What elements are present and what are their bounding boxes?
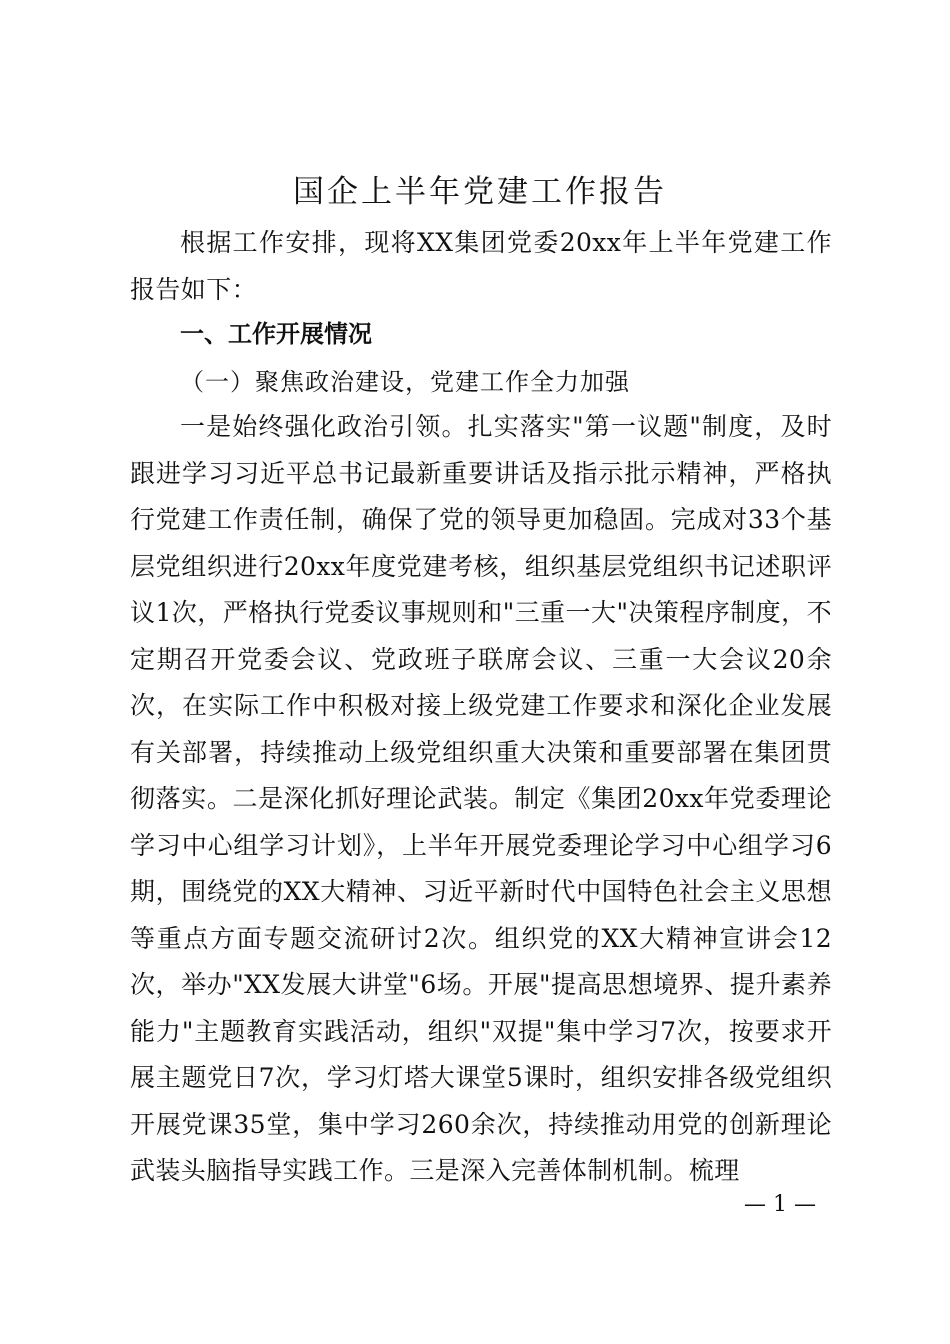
document-title: 国企上半年党建工作报告 [293, 174, 667, 210]
subsection-heading: （一）聚焦政治建设，党建工作全力加强 [180, 368, 630, 396]
page-number: — 1 — [744, 1192, 816, 1217]
intro-paragraph: 根据工作安排，现将XX集团党委20xx年上半年党建工作报告如下： [130, 228, 832, 304]
section-heading: 一、工作开展情况 [180, 320, 372, 348]
body-paragraph: 一是始终强化政治引领。扎实落实"第一议题"制度，及时跟进学习习近平总书记最新重要讲话及指示批示精神，严格执行党建工作责任制，确保了党的领导更加稳固。完成对33个基层党组织进行20xx年度党建考核，组织基层党组织书记述职评议1次，严格执行党委议事规则和"三重一大"决策程序制度，不定期召开党委会议、党政班子联席会议、三重一大会议20余次，在实际工作中积极对接上级党建工作要求和深化企业发展有关部署，持续推动上级党组织重大决策和重要部署在集团贯彻落实。二是深化抓好理论武装。制定《集团20xx年党委理论学习中心组学习计划》，上半年开展党委理论学习中心组学习6期，围绕党的XX大精神、习近平新时代中国特色社会主义思想等重点方面专题交流研讨2次。组织党的XX大精神宣讲会12次，举办"XX发展大讲堂"6场。开展"提高思想境界、提升素养能力"主题教育实践活动，组织"双提"集中学习7次，按要求开展主题党日7次，学习灯塔大课堂5课时，组织安排各级党组织开展党课35堂，集中学习260余次，持续推动用党的创新理论武装头脑指导实践工作。三是深入完善体制机制。梳理 [130, 412, 832, 1185]
